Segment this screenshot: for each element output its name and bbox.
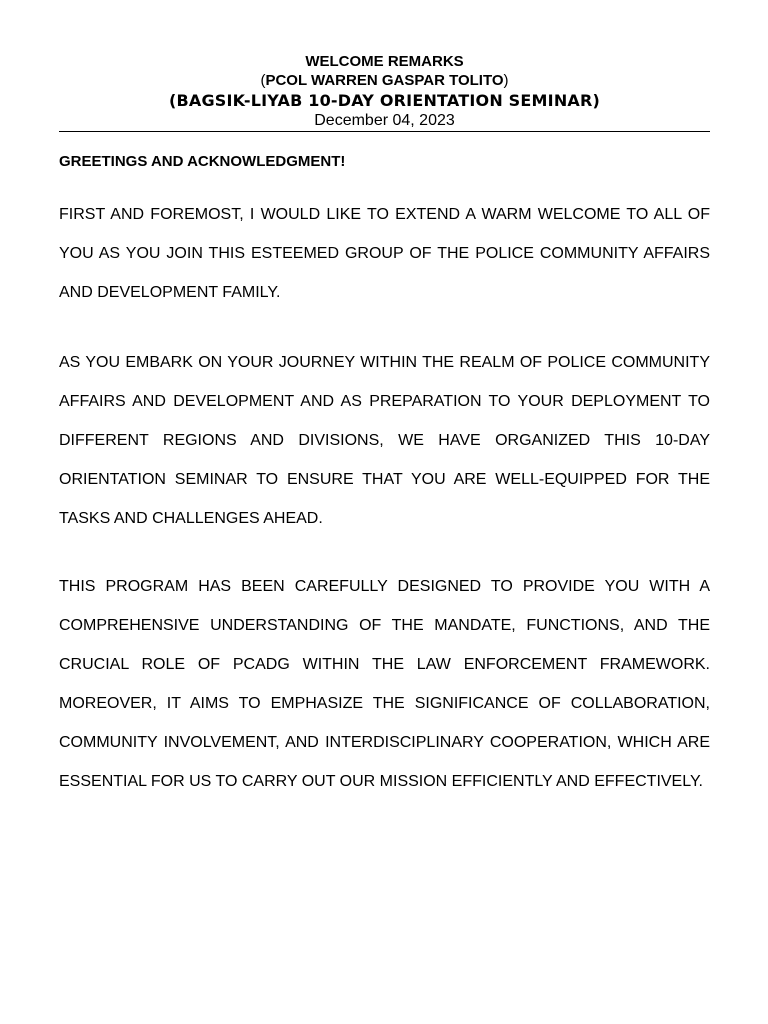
paragraph-journey: AS YOU EMBARK ON YOUR JOURNEY WITHIN THE REALM OF POLICE COMMUNITY AFFAIRS AND DEVELOPMENT AND AS PREPARATION TO YOUR DEPLOYMENT TO DIFFERENT REGIONS AND DIVISIONS, WE HAVE ORGANIZED THIS 10-DAY ORIENTATION SEMINAR TO ENSURE THAT YOU ARE WELL-EQUIPPED FOR THE TASKS AND CHALLENGES AHEAD.: [59, 354, 710, 527]
document-header: [59, 52, 710, 131]
greeting-heading: GREETINGS AND ACKNOWLEDGMENT!: [59, 153, 346, 170]
speaker-name: PCOL WARREN GASPAR TOLITO: [265, 72, 504, 89]
document-page: [59, 52, 710, 801]
header-divider: [59, 131, 710, 132]
paragraph-welcome: FIRST AND FOREMOST, I WOULD LIKE TO EXTEND A WARM WELCOME TO ALL OF YOU AS YOU JOIN THIS ESTEEMED GROUP OF THE POLICE COMMUNITY AFFAIRS AND DEVELOPMENT FAMILY.: [59, 206, 710, 301]
paragraph-program: THIS PROGRAM HAS BEEN CAREFULLY DESIGNED TO PROVIDE YOU WITH A COMPREHENSIVE UNDERSTANDING OF THE MANDATE, FUNCTIONS, AND THE CRUCIAL ROLE OF PCADG WITHIN THE LAW ENFORCEMENT FRAMEWORK. MOREOVER, IT AIMS TO EMPHASIZE THE SIGNIFICANCE OF COLLABORATION, COMMUNITY INVOLVEMENT, AND INTERDISCIPLINARY COOPERATION, WHICH ARE ESSENTIAL FOR US TO CARRY OUT OUR MISSION EFFICIENTLY AND EFFECTIVELY.: [59, 578, 710, 790]
document-date: December 04, 2023: [314, 112, 455, 129]
speaker-close-paren: ): [503, 72, 509, 89]
speaker-line: [59, 71, 710, 90]
event-title: (BAGSIK-LIYAB 10-DAY ORIENTATION SEMINAR): [168, 91, 601, 110]
document-title: WELCOME REMARKS: [305, 53, 464, 70]
speaker-open-paren: (: [260, 72, 266, 89]
